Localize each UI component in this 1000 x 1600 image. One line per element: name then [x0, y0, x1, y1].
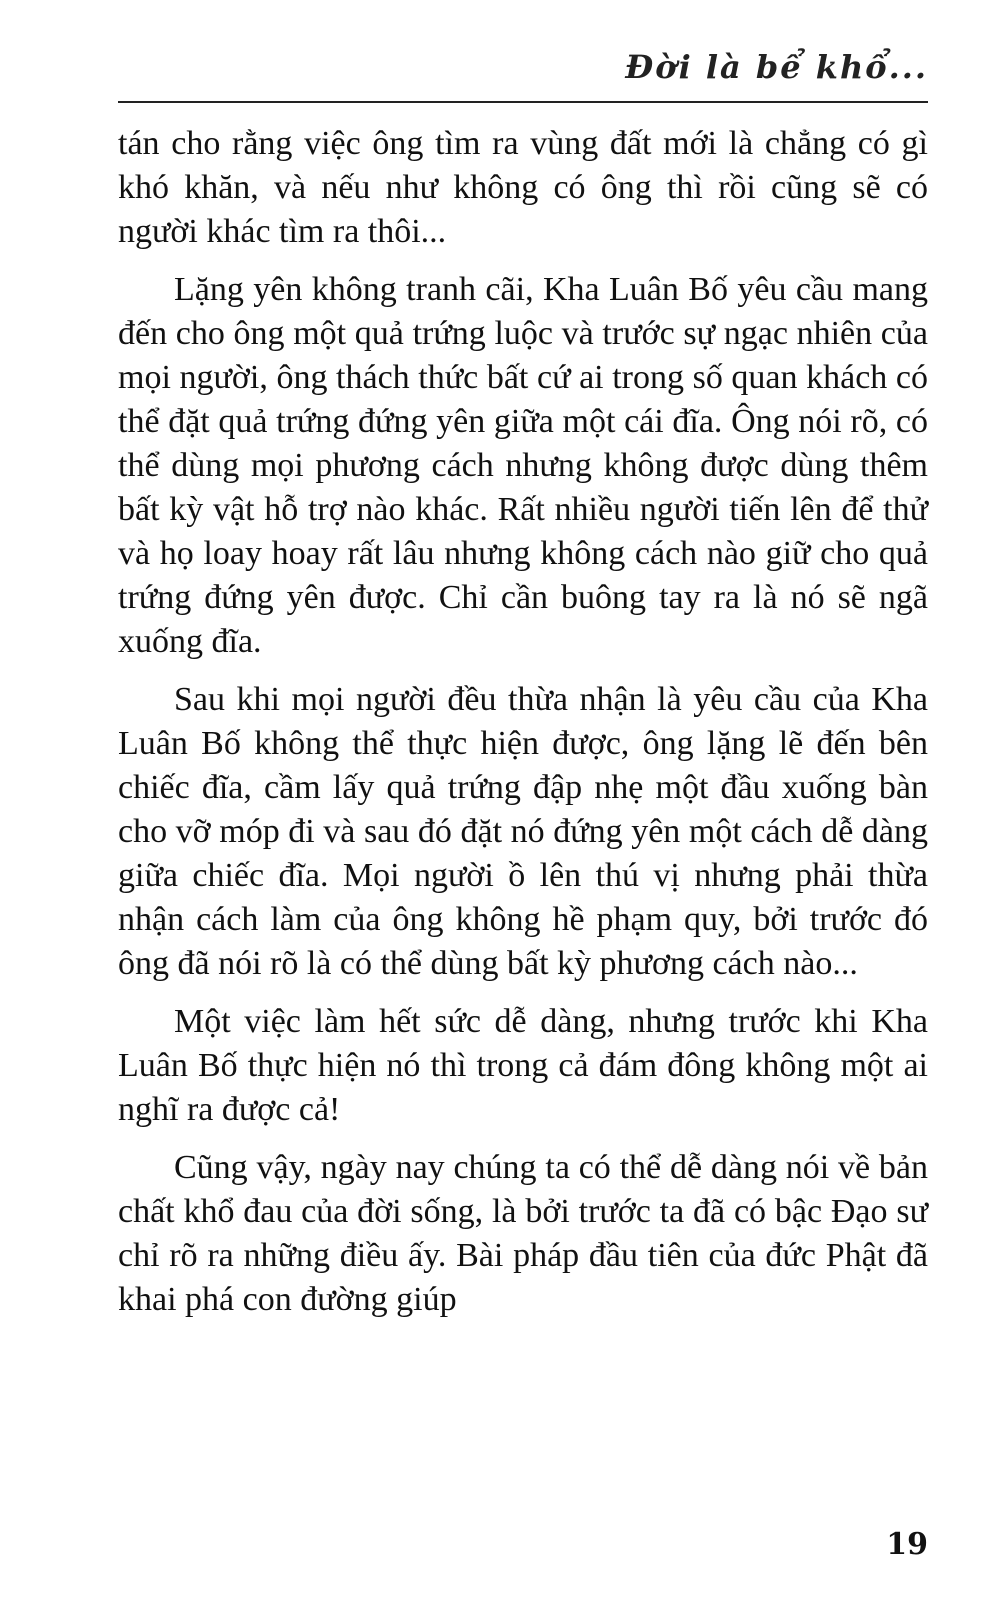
paragraph-continuation: tán cho rằng việc ông tìm ra vùng đất mới là chẳng có gì khó khăn, và nếu như không có ông thì rồi cũng sẽ có người khác tìm ra thôi...	[118, 125, 928, 250]
page-number: 19	[886, 1527, 928, 1562]
running-header: Đời là bể khổ...	[625, 48, 928, 86]
header-rule	[118, 101, 928, 103]
paragraph: Cũng vậy, ngày nay chúng ta có thể dễ dàng nói về bản chất khổ đau của đời sống, là bởi trước ta đã có bậc Đạo sư chỉ rõ ra những điều ấy. Bài pháp đầu tiên của đức Phật đã khai phá con đường giúp	[118, 1149, 928, 1318]
paragraph: Một việc làm hết sức dễ dàng, nhưng trước khi Kha Luân Bố thực hiện nó thì trong cả đám đông không một ai nghĩ ra được cả!	[118, 1003, 928, 1128]
paragraph: Sau khi mọi người đều thừa nhận là yêu cầu của Kha Luân Bố không thể thực hiện được, ông lặng lẽ đến bên chiếc đĩa, cầm lấy quả trứng đập nhẹ một đầu xuống bàn cho vỡ móp đi và sau đó đặt nó đứng yên một cách dễ dàng giữa chiếc đĩa. Mọi người ồ lên thú vị nhưng phải thừa nhận cách làm của ông không hề phạm quy, bởi trước đó ông đã nói rõ là có thể dùng bất kỳ phương cách nào...	[118, 681, 928, 982]
body-text	[118, 122, 928, 1336]
paragraph: Lặng yên không tranh cãi, Kha Luân Bố yêu cầu mang đến cho ông một quả trứng luộc và trước sự ngạc nhiên của mọi người, ông thách thức bất cứ ai trong số quan khách có thể đặt quả trứng đứng yên giữa một cái đĩa. Ông nói rõ, có thể dùng mọi phương cách nhưng không được dùng thêm bất kỳ vật hỗ trợ nào khác. Rất nhiều người tiến lên để thử và họ loay hoay rất lâu nhưng không cách nào giữ cho quả trứng đứng yên được. Chỉ cần buông tay ra là nó sẽ ngã xuống đĩa.	[118, 271, 928, 660]
